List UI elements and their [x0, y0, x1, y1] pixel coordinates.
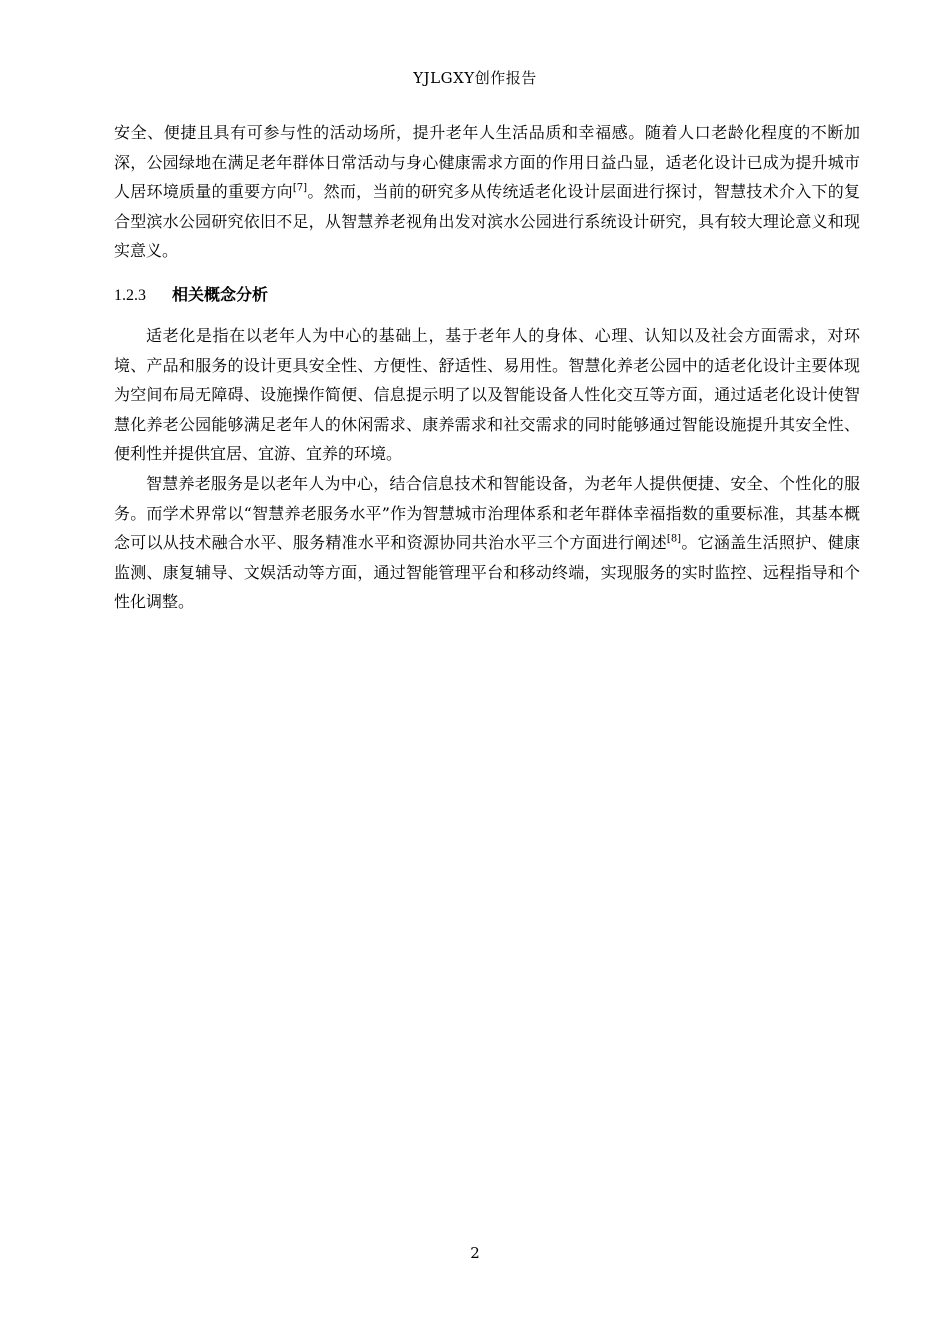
page-header: YJLGXY创作报告: [413, 69, 537, 87]
paragraph-continuation: [114, 118, 860, 266]
paragraph-text: 。它涵盖生活照护、健康监测、康复辅导、文娱活动等方面，通过智能管理平台和移动终端，实现服务的实时监控、远程指导和个性化调整。: [114, 533, 860, 612]
paragraph-text: 。然而，当前的研究多从传统适老化设计层面进行探讨，智慧技术介入下的复合型滨水公园研究依旧不足，从智慧养老视角出发对滨水公园进行系统设计研究，具有较大理论意义和现实意义。: [114, 182, 860, 261]
page-number: 2: [470, 1244, 480, 1262]
paragraph-age-friendly: 适老化是指在以老年人为中心的基础上，基于老年人的身体、心理、认知以及社会方面需求，对环境、产品和服务的设计更具安全性、方便性、舒适性、易用性。智慧化养老公园中的适老化设计主要体现为空间布局无障碍、设施操作简便、信息提示明了以及智能设备人性化交互等方面，通过适老化设计使智慧化养老公园能够满足老年人的休闲需求、康养需求和社交需求的同时能够通过智能设施提升其安全性、便利性并提供宜居、宜游、宜养的环境。: [114, 325, 860, 464]
section-number: 1.2.3: [114, 286, 146, 304]
citation-ref: [8]: [666, 533, 682, 545]
citation-ref: [7]: [292, 182, 308, 194]
section-title: 相关概念分析: [172, 284, 269, 304]
paragraph-smart-elderly-care: [114, 469, 860, 617]
section-heading: [114, 280, 860, 311]
paragraph-text: 安全、便捷且具有可参与性的活动场所，提升老年人生活品质和幸福感。随着人口老龄化程度的不断加深，公园绿地在满足老年群体日常活动与身心健康需求方面的作用日益凸显，适老化设计已成为提升城市人居环境质量的重要方向: [114, 123, 860, 202]
page-body: [114, 118, 860, 617]
paragraph-text: 智慧养老服务是以老年人为中心，结合信息技术和智能设备，为老年人提供便捷、安全、个性化的服务。而学术界常以“智慧养老服务水平”作为智慧城市治理体系和老年群体幸福指数的重要标准，其基本概念可以从技术融合水平、服务精准水平和资源协同共治水平三个方面进行阐述: [114, 473, 860, 553]
